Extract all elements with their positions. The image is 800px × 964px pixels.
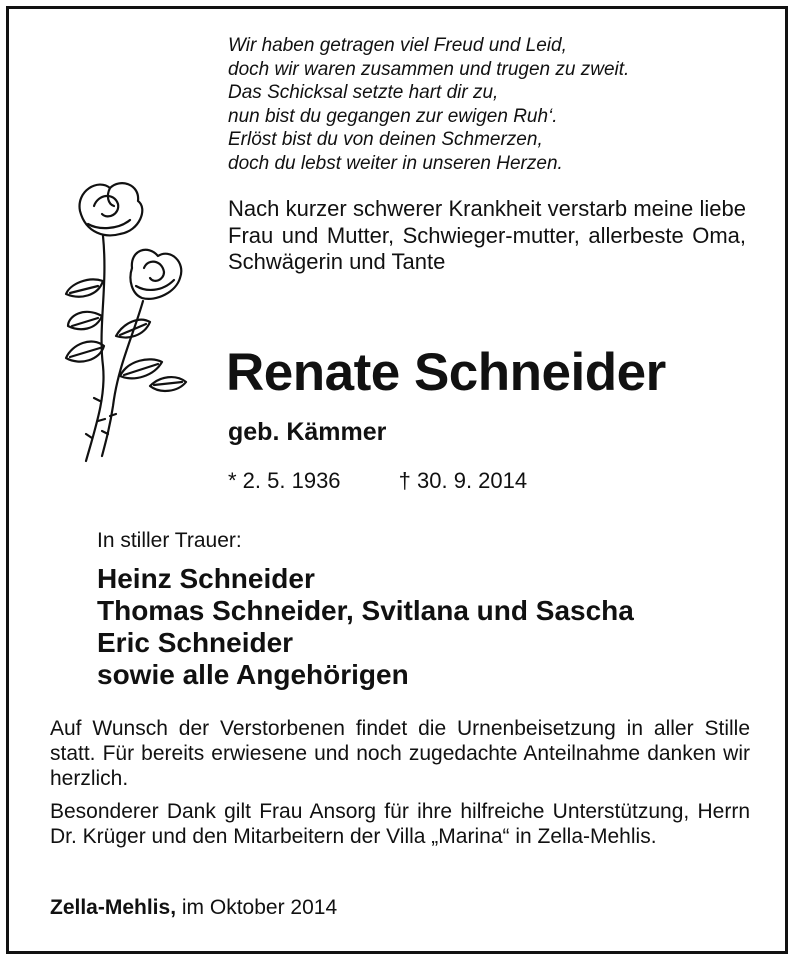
rose-illustration-icon [58, 176, 188, 466]
birth-date: * 2. 5. 1936 [228, 468, 341, 493]
burial-notice: Auf Wunsch der Verstorbenen findet die Urnenbeisetzung in aller Stille statt. Für bereits erwiesene und noch zugedachte Anteilnahme danken wir herzlich. [50, 717, 750, 790]
poem-line: Erlöst bist du von deinen Schmerzen, [228, 129, 543, 150]
death-date: † 30. 9. 2014 [398, 468, 528, 493]
poem-line: doch wir waren zusammen und trugen zu zweit. [228, 58, 630, 80]
closing-date: im Oktober 2014 [181, 896, 338, 919]
poem-line: nun bist du gegangen zur ewigen Ruh‘. [228, 105, 558, 127]
closing-place: Zella-Mehlis, [50, 896, 177, 919]
mourner-name: Eric Schneider [97, 627, 294, 658]
mourner-name: Heinz Schneider [97, 563, 315, 594]
birth-name: geb. Kämmer [228, 418, 387, 446]
life-dates [228, 468, 527, 494]
intro-text: Nach kurzer schwerer Krankheit verstarb meine liebe Frau und Mutter, Schwieger-mutter, allerbeste Oma, Schwägerin und Tante [228, 196, 746, 274]
thanks-notice: Besonderer Dank gilt Frau Ansorg für ihre hilfreiche Unterstützung, Herrn Dr. Krüger und den Mitarbeitern der Villa „Marina“ in Zella-Mehlis. [50, 800, 750, 848]
mourner-name: sowie alle Angehörigen [97, 659, 409, 690]
poem-line: Das Schicksal setzte hart dir zu, [228, 82, 499, 103]
deceased-name: Renate Schneider [226, 343, 666, 402]
poem [228, 34, 629, 175]
poem-line: Wir haben getragen viel Freud und Leid, [228, 35, 567, 56]
closing-line [50, 896, 337, 920]
mourning-label: In stiller Trauer: [97, 529, 242, 552]
mourners-list [97, 563, 634, 691]
poem-line: doch du lebst weiter in unseren Herzen. [228, 152, 563, 174]
mourner-name: Thomas Schneider, Svitlana und Sascha [97, 595, 634, 626]
